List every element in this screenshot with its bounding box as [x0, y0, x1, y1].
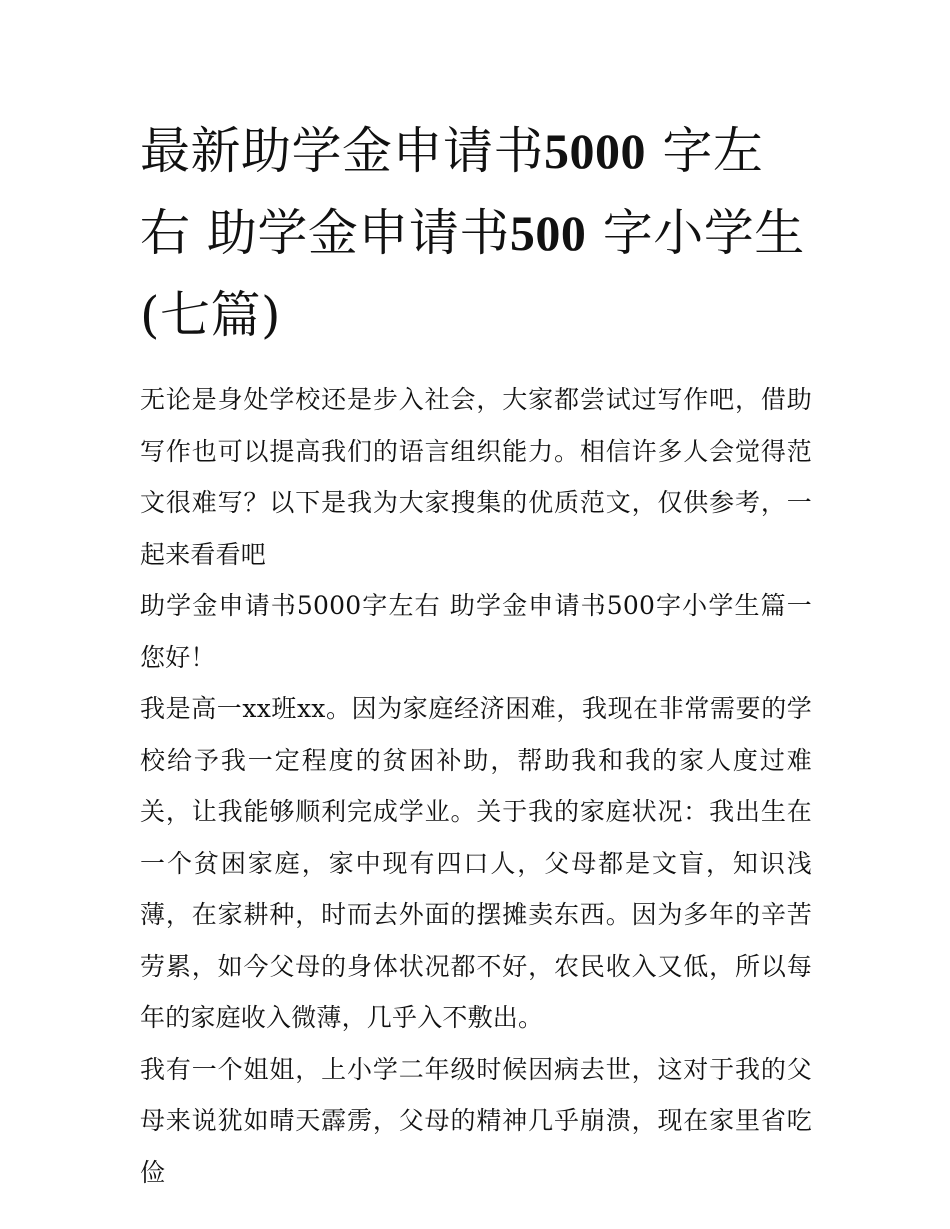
document-content: [140, 110, 812, 1198]
section-heading-paragraph: 助学金申请书5000字左右 助学金申请书500字小学生篇一 您好！: [140, 591, 812, 672]
title-part1: 最新助学金申请书: [140, 122, 544, 180]
document-title: [140, 110, 812, 356]
body-paragraph: 我是高一xx班xx。因为家庭经济困难，我现在非常需要的学校给予我一定程度的贫困补助，帮助我和我的家人度过难关，让我能够顺利完成学业。关于我的家庭状况：我出生在一个贫困家庭，家中现有四口人，父母都是文盲，知识浅薄，在家耕种，时而去外面的摆摊卖东西。因为多年的辛苦劳累，如今父母的身体状况都不好，农民收入又低，所以每年的家庭收入微薄，几乎入不敷出。: [140, 694, 812, 1032]
body-paragraph: 我有一个姐姐，上小学二年级时候因病去世，这对于我的父母来说犹如晴天霹雳，父母的精神几乎崩溃，现在家里省吃俭: [140, 1054, 812, 1187]
intro-paragraph: 无论是身处学校还是步入社会，大家都尝试过写作吧，借助写作也可以提高我们的语言组织能力。相信许多人会觉得范文很难写？以下是我为大家搜集的优质范文，仅供参考，一起来看看吧: [140, 385, 812, 569]
title-part3: 字小学生(七篇): [140, 204, 805, 344]
title-number-2: 500: [509, 205, 587, 261]
title-number-1: 5000: [544, 123, 646, 179]
title-part2: 字左右 助学金申请书: [140, 122, 764, 262]
